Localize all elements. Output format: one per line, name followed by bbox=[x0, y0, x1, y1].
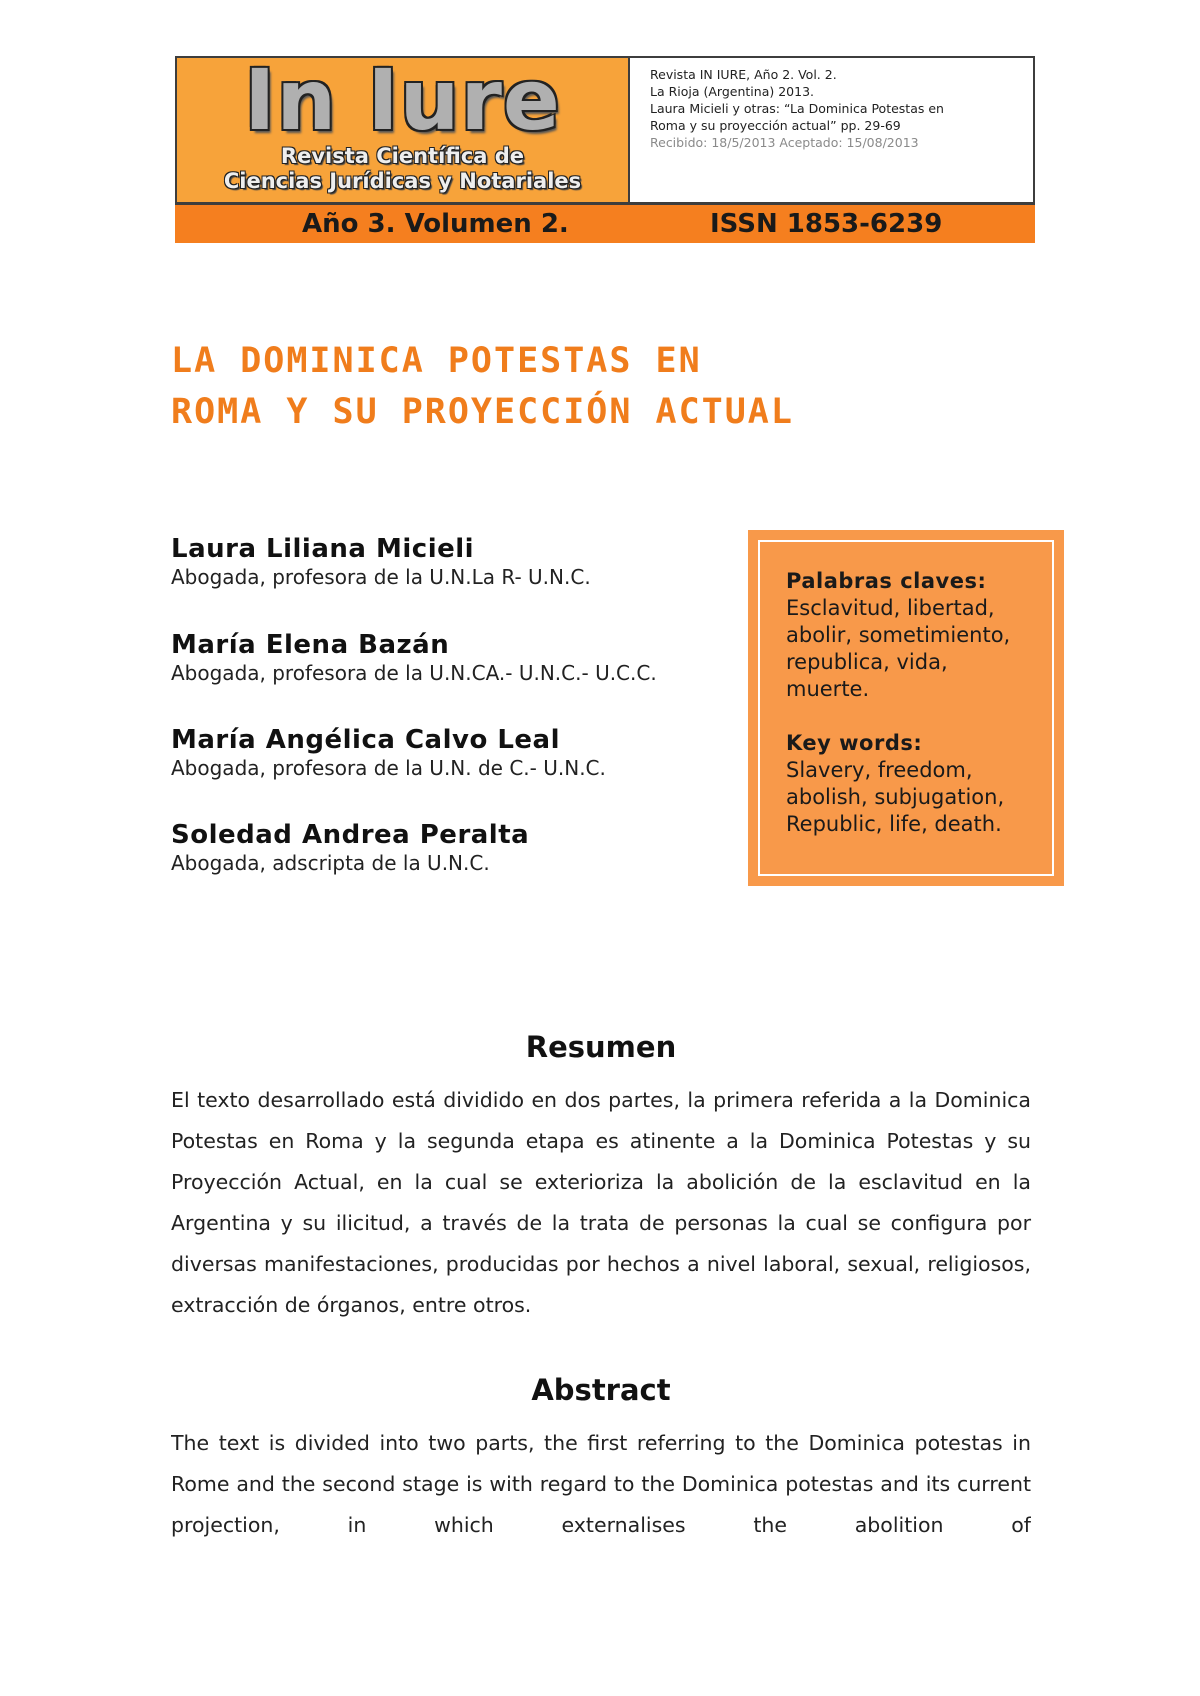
keywords-spacer bbox=[786, 703, 1052, 730]
abstract-heading: Abstract bbox=[531, 1373, 671, 1407]
citation-title-pages: Roma y su proyección actual” pp. 29-69 bbox=[650, 118, 901, 133]
author-block bbox=[171, 820, 529, 876]
author-block bbox=[171, 630, 657, 686]
author-affiliation: Abogada, profesora de la U.N.La R- U.N.C. bbox=[171, 565, 591, 589]
article-title-line2: ROMA Y SU PROYECCIÓN ACTUAL bbox=[171, 392, 794, 432]
author-affiliation: Abogada, profesora de la U.N. de C.- U.N.C. bbox=[171, 756, 606, 780]
author-block bbox=[171, 725, 606, 781]
keywords-en-heading: Key words: bbox=[786, 731, 923, 755]
author-name: Soledad Andrea Peralta bbox=[171, 820, 530, 850]
citation-box bbox=[630, 56, 1035, 204]
author-affiliation: Abogada, profesora de la U.N.CA.- U.N.C.- U.C.C. bbox=[171, 661, 657, 685]
resumen-heading: Resumen bbox=[525, 1030, 677, 1064]
keywords-en-line: Slavery, freedom, bbox=[786, 758, 973, 782]
keywords-en-line: abolish, subjugation, bbox=[786, 785, 1005, 809]
keywords-es-line: republica, vida, bbox=[786, 650, 948, 674]
article-title-line1: LA DOMINICA POTESTAS EN bbox=[171, 341, 702, 381]
keywords-inner-frame bbox=[758, 540, 1054, 876]
author-name: María Angélica Calvo Leal bbox=[171, 725, 561, 755]
citation-dates: Recibido: 18/5/2013 Aceptado: 15/08/2013 bbox=[650, 135, 919, 150]
keywords-es-line: Esclavitud, libertad, bbox=[786, 596, 995, 620]
article-title bbox=[171, 336, 1031, 438]
logo-title: In Iure bbox=[244, 51, 561, 149]
journal-logo bbox=[175, 51, 630, 204]
citation-authors-title: Laura Micieli y otras: “La Dominica Potestas en bbox=[650, 101, 944, 116]
journal-header bbox=[175, 51, 1035, 242]
keywords-en-line: Republic, life, death. bbox=[786, 812, 1002, 836]
keywords-es-heading: Palabras claves: bbox=[786, 569, 987, 593]
citation-place-year: La Rioja (Argentina) 2013. bbox=[650, 84, 814, 99]
logo-subtitle-line1: Revista Científica de bbox=[280, 144, 525, 168]
issn: ISSN 1853-6239 bbox=[710, 209, 943, 239]
citation-journal: Revista IN IURE, Año 2. Vol. 2. bbox=[650, 67, 837, 82]
logo-subtitle-line2: Ciencias Jurídicas y Notariales bbox=[223, 169, 582, 193]
resumen-body: El texto desarrollado está dividido en dos partes, la primera referida a la Dominica Potestas en Roma y la segunda etapa es atinente a la Dominica Potestas y su Proyección Actual, en la cual se exterioriza la abolición de la esclavitud en la Argentina y su ilicitud, a través de la trata de personas la cual se configura por diversas manifestaciones, producidas por hechos a nivel laboral, sexual, religiosos, extracción de órganos, entre otros. bbox=[171, 1088, 1031, 1317]
keywords-box bbox=[748, 530, 1064, 886]
author-name: Laura Liliana Micieli bbox=[171, 534, 475, 564]
author-affiliation: Abogada, adscripta de la U.N.C. bbox=[171, 851, 490, 875]
issue-volume: Año 3. Volumen 2. bbox=[302, 209, 569, 239]
issue-bar bbox=[175, 204, 1035, 243]
abstract-body: The text is divided into two parts, the first referring to the Dominica potestas in Rome and the second stage is with regard to the Dominica potestas and its current projection, in which externalises the abolition of bbox=[171, 1431, 1031, 1537]
author-block bbox=[171, 534, 591, 590]
author-name: María Elena Bazán bbox=[171, 630, 450, 660]
keywords-es-line: muerte. bbox=[786, 677, 870, 701]
keywords-es-line: abolir, sometimiento, bbox=[786, 623, 1011, 647]
